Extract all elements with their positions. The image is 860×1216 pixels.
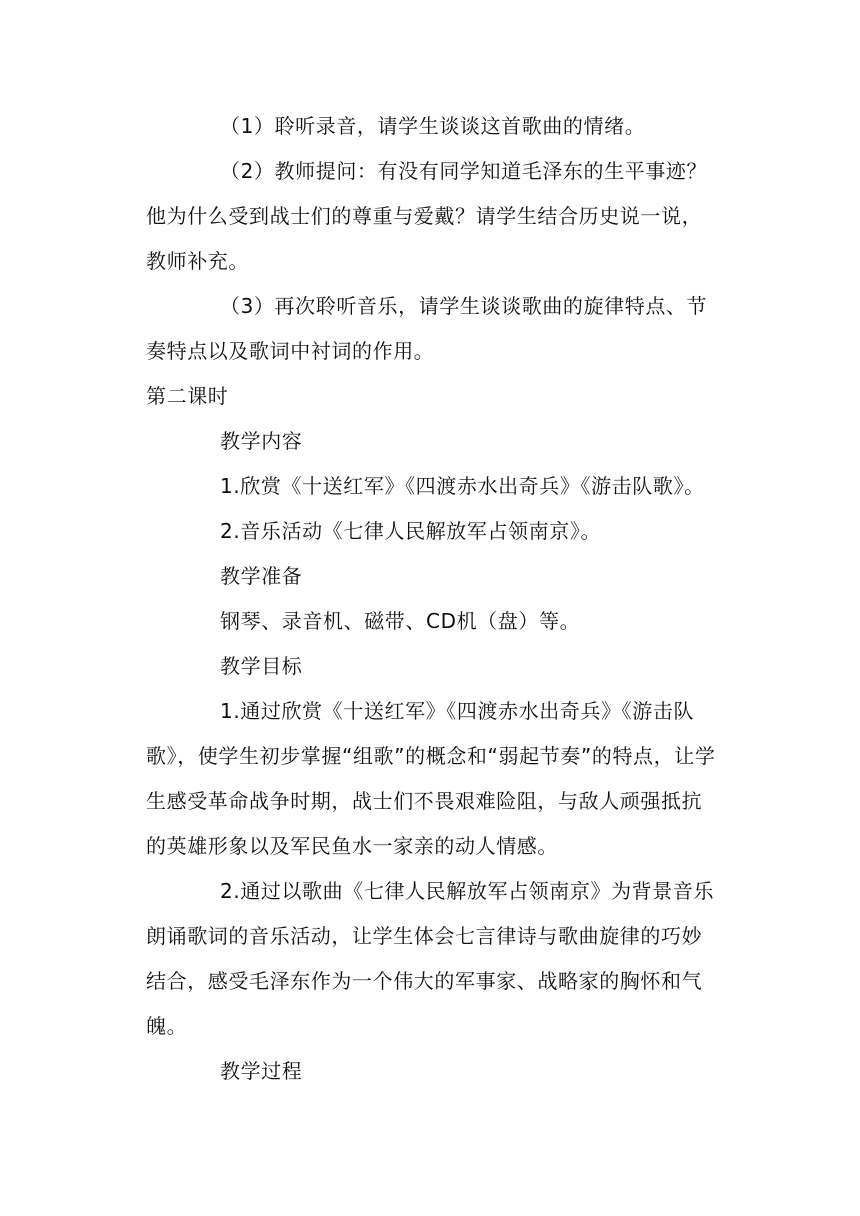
heading-teaching-preparation: 教学准备 [220, 564, 303, 588]
heading-teaching-goals: 教学目标 [220, 654, 303, 678]
goal-item-1: 1.通过欣赏《十送红军》《四渡赤水出奇兵》《游击队歌》，使学生初步掌握“组歌”的概念和“弱起节奏”的特点，让学生感受革命战争时期，战士们不畏艰难险阻，与敌人顽强抵抗的英雄形象以及军民鱼水一家亲的动人情感。 [146, 699, 716, 858]
paragraph-teacher-question: （2）教师提问：有没有同学知道毛泽东的生平事迹？他为什么受到战士们的尊重与爱戴？请学生结合历史说一说，教师补充。 [146, 159, 708, 273]
content-item-1: 1.欣赏《十送红军》《四渡赤水出奇兵》《游击队歌》。 [220, 474, 705, 498]
goal-item-2: 2.通过以歌曲《七律人民解放军占领南京》为背景音乐朗诵歌词的音乐活动，让学生体会七言律诗与歌曲旋律的巧妙结合，感受毛泽东作为一个伟大的军事家、战略家的胸怀和气魄。 [146, 879, 715, 1038]
heading-teaching-process: 教学过程 [220, 1059, 303, 1083]
heading-teaching-content: 教学内容 [220, 429, 303, 453]
paragraph-listen-recording: （1）聆听录音，请学生谈谈这首歌曲的情绪。 [220, 114, 646, 138]
paragraph-listen-again: （3）再次聆听音乐，请学生谈谈歌曲的旋律特点、节奏特点以及歌词中衬词的作用。 [146, 294, 708, 363]
document-body [146, 104, 718, 1094]
content-item-2: 2.音乐活动《七律人民解放军占领南京》。 [220, 519, 602, 543]
preparation-items: 钢琴、录音机、磁带、CD机（盘）等。 [220, 609, 581, 633]
section-title-second-lesson: 第二课时 [146, 384, 229, 408]
